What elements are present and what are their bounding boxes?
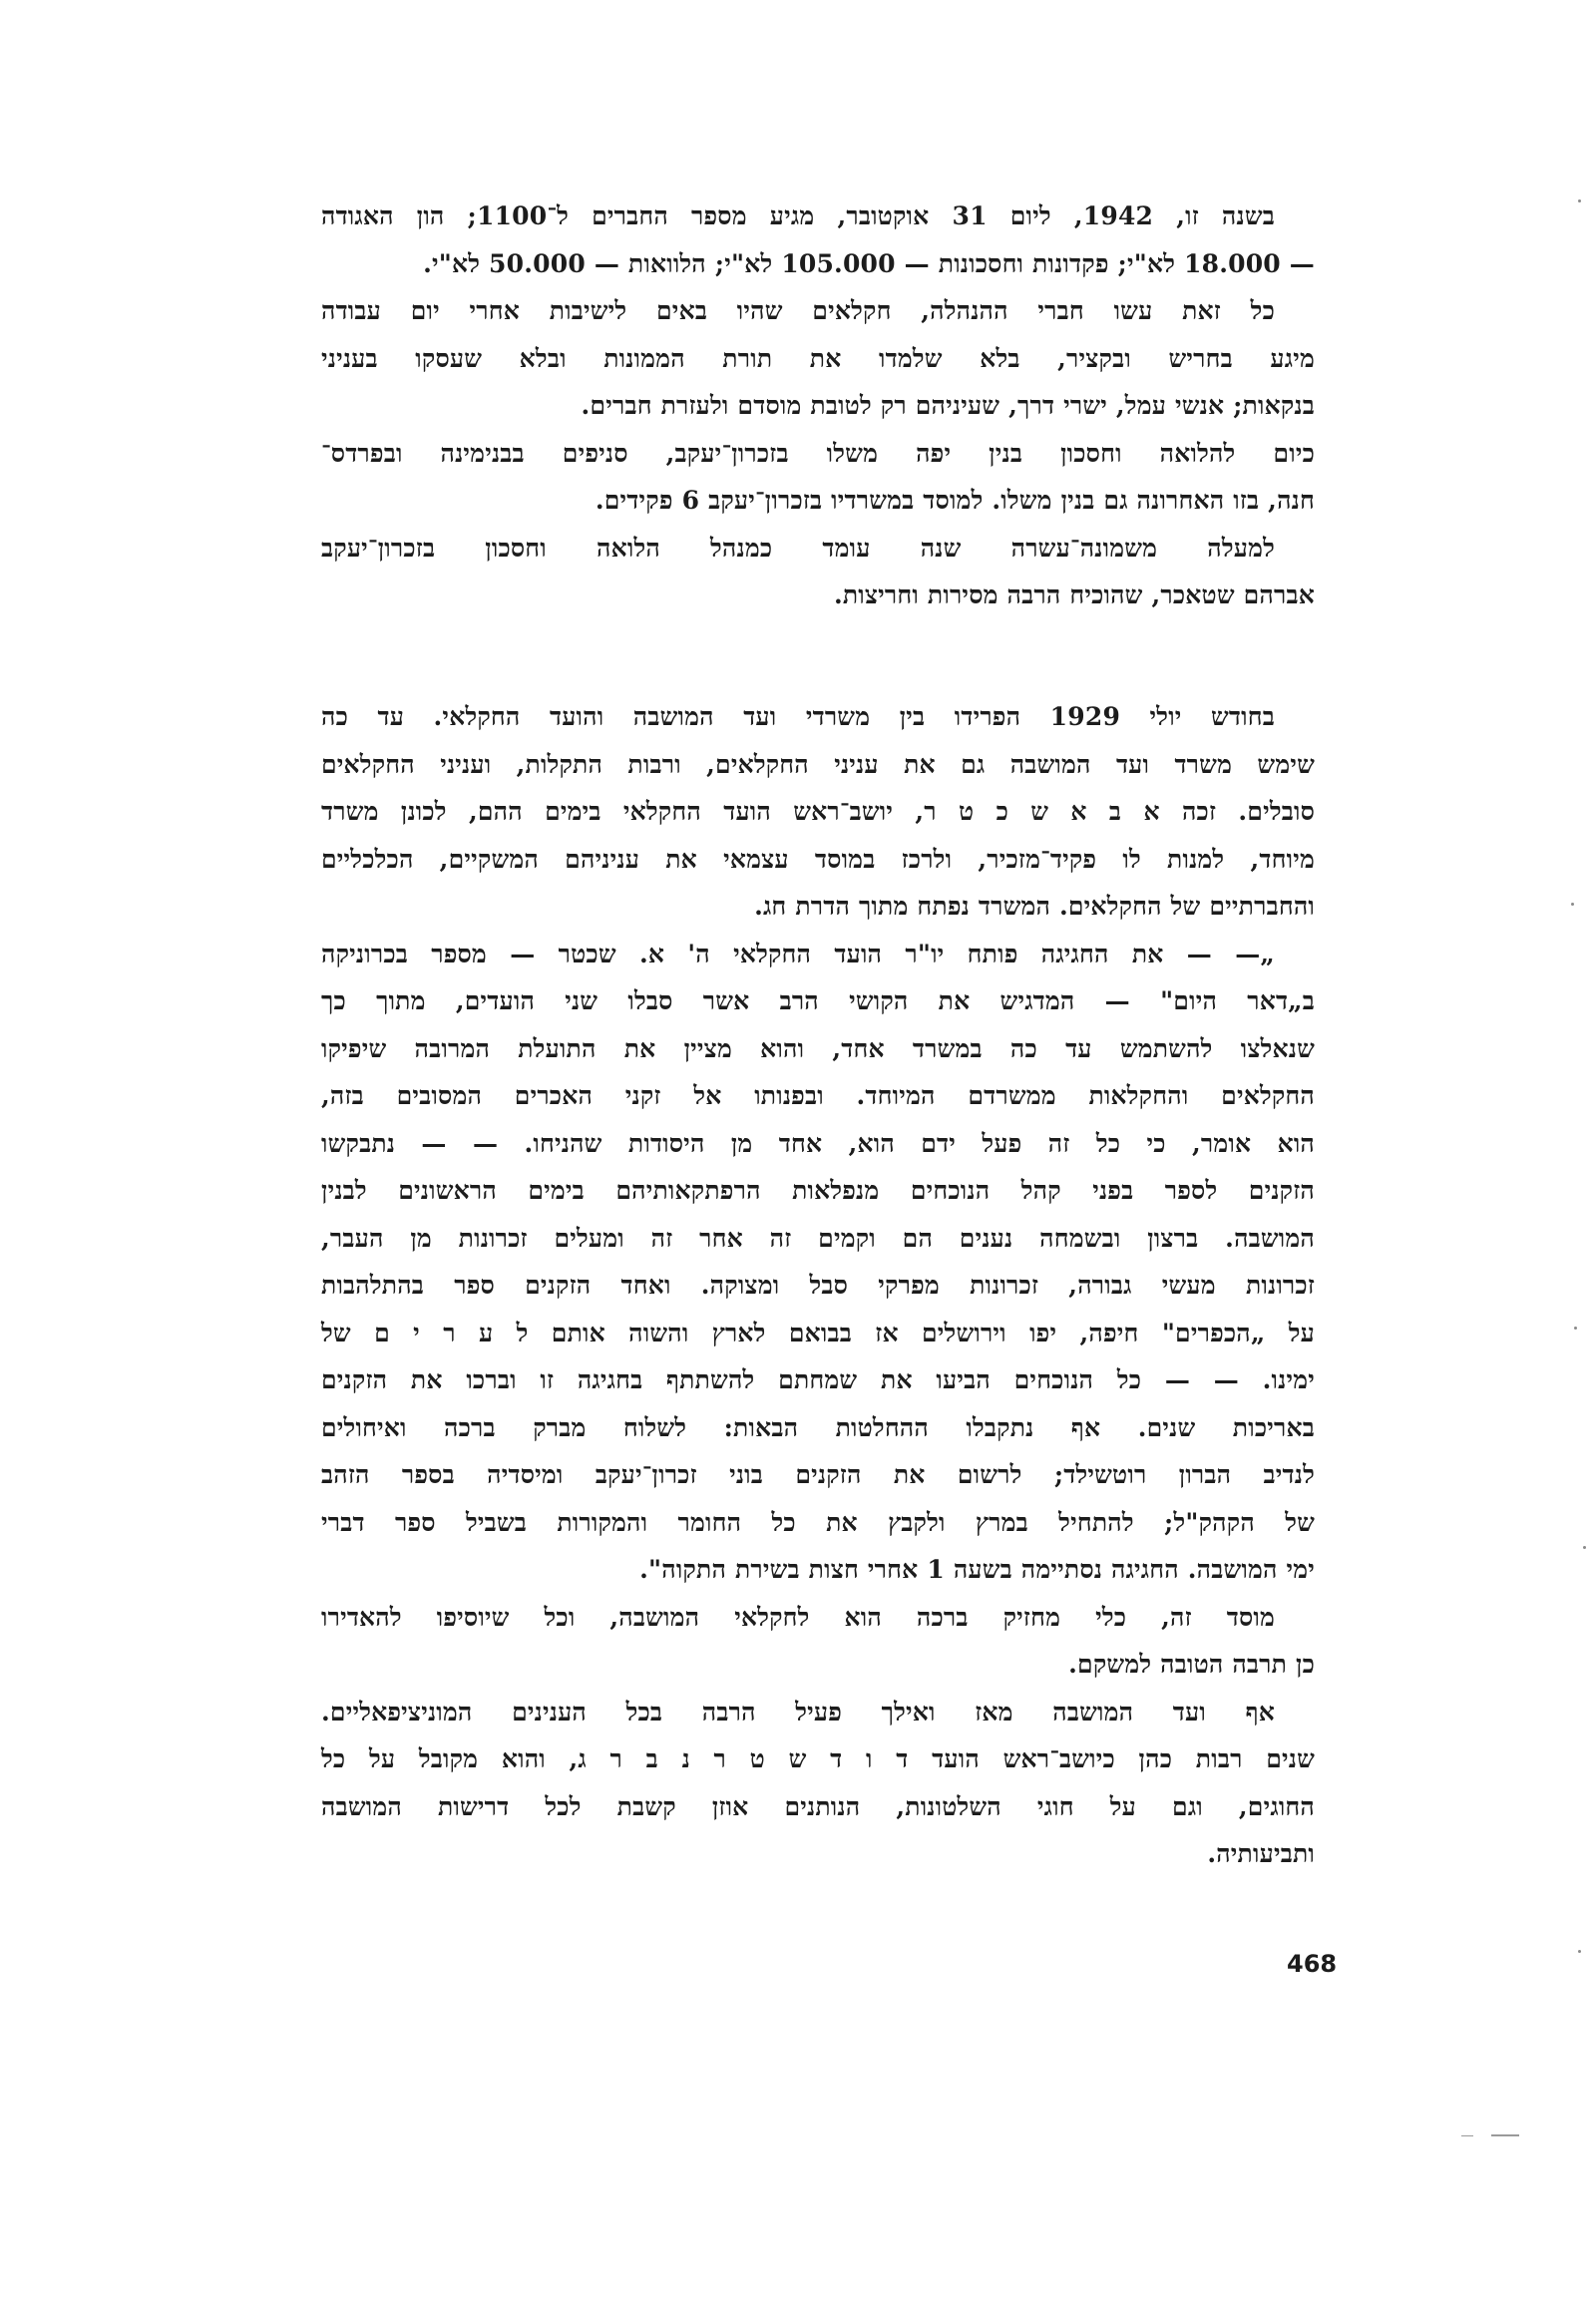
scan-artifact-dash bbox=[1461, 2135, 1473, 2136]
scan-artifact-dot bbox=[1583, 1546, 1586, 1549]
text-line: באריכות שנים. אף נתקבלו ההחלטות הבאות: לשלוח מברק ברכה ואיחולים bbox=[321, 1412, 1315, 1442]
page-number: 468 bbox=[1287, 1950, 1338, 1978]
text-line: הזקנים לספר בפני קהל הנוכחים מנפלאות הרפתקאותיהם בימים הראשונים לבנין bbox=[321, 1176, 1315, 1205]
text-line: והחברתיים של החקלאים. המשרד נפתח מתוך הדרת חג. bbox=[754, 892, 1315, 921]
text-line: בשנה זו, 1942, ליום 31 אוקטובר, מגיע מספר החברים ל־1100; הון האגודה bbox=[321, 201, 1275, 230]
text-line: כל זאת עשו חברי ההנהלה, חקלאים שהיו באים לישיבות אחרי יום עבודה bbox=[321, 296, 1275, 325]
scan-artifact-dot bbox=[1578, 1950, 1581, 1953]
text-line: אף ועד המושבה מאז ואילך פעיל הרבה בכל הענינים המוניציפאליים. bbox=[321, 1697, 1275, 1726]
text-line: החקלאים והחקלאות ממשרדם המיוחד. ובפנותו אל זקני האכרים המסובים בזה, bbox=[321, 1081, 1315, 1110]
scan-artifact-dash bbox=[1491, 2134, 1519, 2136]
text-line: — 18.000 לא"י; פקדונות וחסכונות — 105.000 לא"י; הלוואות — 50.000 לא"י. bbox=[423, 248, 1315, 278]
text-line: מיגע בחריש ובקציר, בלא שלמדו את תורת הממונות ובלא שעסקו בעניני bbox=[321, 343, 1315, 373]
paragraph-block-agricultural-committee bbox=[321, 693, 1315, 1878]
text-line: שימש משרד ועד המושבה גם את עניני החקלאים, ורבות התקלות, ועניני החקלאים bbox=[321, 749, 1315, 779]
text-line: ותביעותיה. bbox=[1207, 1839, 1315, 1868]
text-line: „— — את החגיגה פותח יו"ר הועד החקלאי ה' א. שכטר — מספר בכרוניקה bbox=[321, 939, 1275, 968]
text-line: מוסד זה, כלי מחזיק ברכה הוא לחקלאי המושבה, וכל שיוסיפו להאדירו bbox=[321, 1602, 1275, 1632]
text-line: של הקהק"ל; להתחיל במרץ ולקבץ את כל החומר והמקורות בשביל ספר דברי bbox=[321, 1507, 1315, 1537]
text-line: שנאלצו להשתמש עד כה במשרד אחד, והוא מציין את התועלת המרובה שיפיקו bbox=[321, 1033, 1315, 1063]
text-line: הוא אומר, כי כל זה פעל ידם הוא, אחד מן היסודות שהניחו. — — נתבקשו bbox=[321, 1128, 1315, 1158]
text-line: ימינו. — — כל הנוכחים הביעו את שמחתם להשתתף בחגיגה זו וברכו את הזקנים bbox=[321, 1365, 1315, 1394]
scan-artifact-dot bbox=[1578, 199, 1581, 202]
text-line: המושבה. ברצון ובשמחה נענים הם וקמים זה אחר זה ומעלים זכרונות מן העבר, bbox=[321, 1223, 1315, 1253]
scan-artifact-dot bbox=[1571, 903, 1574, 906]
text-line: חנה, בזו האחרונה גם בנין משלו. למוסד במשרדיו בזכרון־יעקב 6 פקידים. bbox=[595, 486, 1315, 515]
text-line: שנים רבות כהן כיושב־ראש הועד ד ו ד ש ט ר נ ב ר ג, והוא מקובל על כל bbox=[321, 1744, 1315, 1773]
text-line: ימי המושבה. החגיגה נסתיימה בשעה 1 אחרי חצות בשירת התקוה". bbox=[639, 1555, 1315, 1584]
paragraph-block-credit-union bbox=[321, 192, 1315, 619]
text-line: בנקאות; אנשי עמל, ישרי דרך, שעיניהם רק לטובת מוסדם ולעזרת חברים. bbox=[581, 391, 1315, 420]
text-line: אברהם שטאכר, שהוכיח הרבה מסירות וחריצות. bbox=[833, 580, 1315, 609]
text-line: בחודש יולי 1929 הפרידו בין משרדי ועד המושבה והועד החקלאי. עד כה bbox=[321, 702, 1275, 731]
text-line: כן תרבה הטובה למשקם. bbox=[1068, 1650, 1315, 1679]
text-line: ב„דאר היום" — המדגיש את הקושי הרב אשר סבלו שני הועדים, מתוך כך bbox=[321, 986, 1315, 1015]
text-line: מיוחד, למנות לו פקיד־מזכיר, ולרכז במוסד עצמאי את עניניהם המשקיים, הכלכליים bbox=[321, 844, 1315, 874]
text-line: החוגים, וגם על חוגי השלטונות, הנותנים אוזן קשבת לכל דרישות המושבה bbox=[321, 1791, 1315, 1821]
scan-artifact-dot bbox=[1574, 1327, 1577, 1330]
text-line: על „הכפרים" חיפה, יפו וירושלים אז בבואם לארץ והשוה אותם ל ע ר י ם של bbox=[321, 1318, 1315, 1347]
text-line: זכרונות מעשי גבורה, זכרונות מפרקי סבל ומצוקה. ואחד הזקנים ספר בהתלהבות bbox=[321, 1271, 1315, 1300]
text-line: למעלה משמונה־עשרה שנה עומד כמנהל הלואה וחסכון בזכרון־יעקב bbox=[321, 533, 1275, 563]
text-line: לנדיב הברון רוטשילד; לרשום את הזקנים בוני זכרון־יעקב ומיסדיה בספר הזהב bbox=[321, 1460, 1315, 1489]
text-line: כיום להלואה וחסכון בנין יפה משלו בזכרון־יעקב, סניפים בבנימינה ובפרדס־ bbox=[321, 438, 1315, 468]
text-line: סובלים. זכה א ב א ש כ ט ר, יושב־ראש הועד החקלאי בימים ההם, לכונן משרד bbox=[321, 797, 1315, 826]
